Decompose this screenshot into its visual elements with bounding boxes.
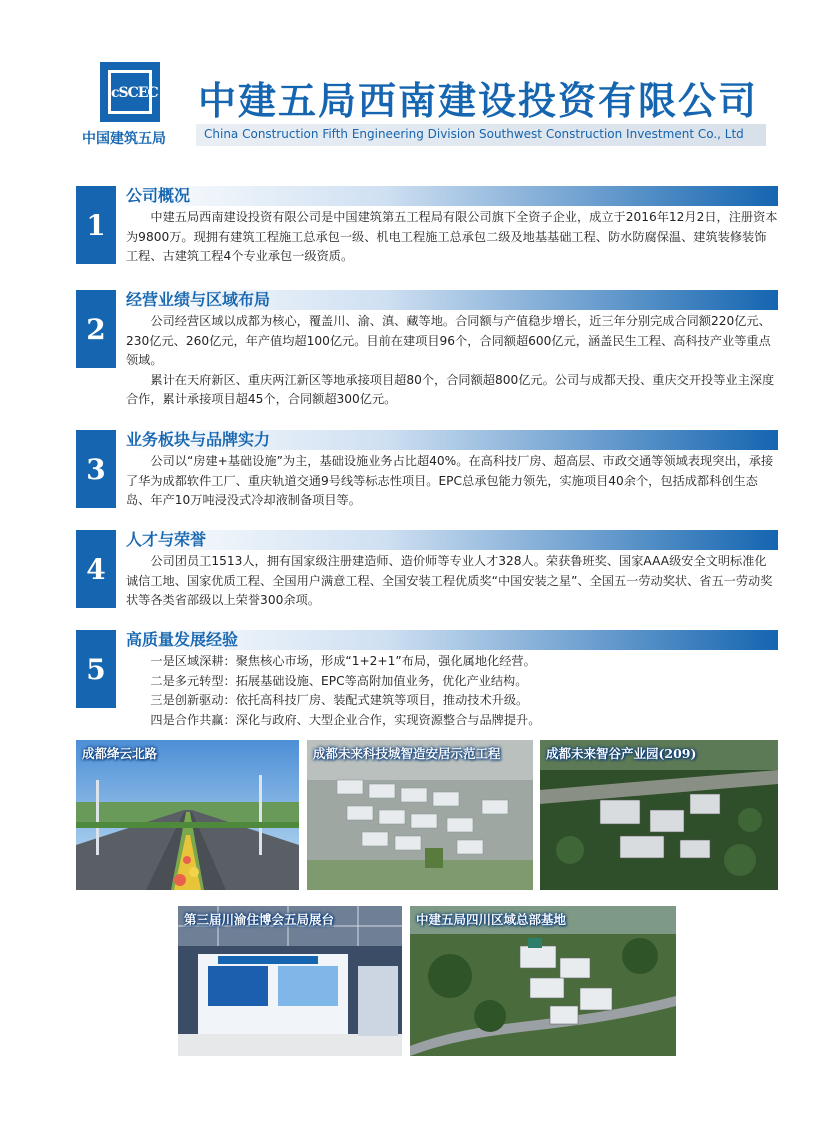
- photo-caption: 成都未来智谷产业园(209): [546, 746, 697, 761]
- logo-text: cSCEC: [111, 85, 158, 101]
- paragraph: 公司经营区域以成都为核心，覆盖川、渝、滇、藏等地。合同额与产值稳步增长，近三年分别完成合同额220亿元、230亿元、260亿元，年产值均超100亿元。目前在建项目96个，合同额超600亿元，涵盖民生工程、高科技产业等重点领域。: [126, 314, 771, 367]
- section-title-bar: [122, 630, 778, 650]
- section-performance: [76, 290, 778, 410]
- section-experience: [76, 630, 778, 730]
- section-overview: [76, 186, 778, 266]
- cscec-logo: [100, 62, 160, 122]
- photo-aerial-hq: [410, 906, 676, 1056]
- section-title-bar: [122, 530, 778, 550]
- paragraph: 二是多元转型：拓展基础设施、EPC等高附加值业务，优化产业结构。: [150, 673, 528, 688]
- section-title: 公司概况: [126, 186, 191, 205]
- photo-caption: 成都绛云北路: [82, 746, 158, 761]
- photo-road: [76, 740, 299, 890]
- photo-caption: 成都未来科技城智造安居示范工程: [313, 746, 501, 761]
- section-title-bar: [122, 290, 778, 310]
- paragraph: 中建五局西南建设投资有限公司是中国建筑第五工程局有限公司旗下全资子企业，成立于2016年12月2日，注册资本为9800万。现拥有建筑工程施工总承包一级、机电工程施工总承包二级及地基基础工程、防水防腐保温、建筑装修装饰工程、古建筑工程4个专业承包一级资质。: [126, 210, 778, 263]
- paragraph: 四是合作共赢：深化与政府、大型企业合作，实现资源整合与品牌提升。: [150, 712, 541, 727]
- section-number: 3: [76, 430, 116, 508]
- paragraph: 三是创新驱动：依托高科技厂房、装配式建筑等项目，推动技术升级。: [150, 693, 529, 707]
- section-body: [126, 312, 778, 410]
- company-name-en: China Construction Fifth Engineering Division Southwest Construction Investment Co., Ltd: [204, 127, 744, 141]
- section-title-bar: [122, 430, 778, 450]
- section-number: 1: [76, 186, 116, 264]
- company-name-en-bar: [196, 124, 766, 146]
- section-title: 人才与荣誉: [126, 530, 207, 549]
- paragraph: 公司以“房建+基础设施”为主，基础设施业务占比超40%。在高科技厂房、超高层、市政交通等领域表现突出，承接了华为成都软件工厂、重庆轨道交通9号线等标志性项目。EPC总承包能力领先，实施项目40余个，包括成都科创生态岛、年产10万吨浸没式冷却液制备项目等。: [126, 454, 774, 507]
- section-title: 经营业绩与区域布局: [126, 290, 271, 309]
- photo-expo: [178, 906, 402, 1056]
- section-business: [76, 430, 778, 510]
- section-number: 5: [76, 630, 116, 708]
- photo-aerial-grey: [307, 740, 533, 890]
- section-number: 4: [76, 530, 116, 608]
- section-number: 2: [76, 290, 116, 368]
- photo-caption: 中建五局四川区域总部基地: [416, 912, 567, 927]
- paragraph: 一是区域深耕：聚焦核心市场，形成“1+2+1”布局，强化属地化经营。: [150, 654, 536, 668]
- page-header: [0, 0, 838, 165]
- company-name-cn: 中建五局西南建设投资有限公司: [198, 78, 759, 123]
- section-body: [126, 452, 778, 511]
- paragraph: 累计在天府新区、重庆两江新区等地承接项目超80个，合同额超800亿元。公司与成都天投、重庆交开投等业主深度合作，累计承接项目超45个，合同额超300亿元。: [126, 372, 775, 406]
- section-body: [126, 652, 778, 730]
- paragraph: 公司团员工1513人，拥有国家级注册建造师、造价师等专业人才328人。荣获鲁班奖、国家AAA级安全文明标准化诚信工地、国家优质工程、全国用户满意工程、全国安装工程优质奖“中国安装之星”、全国五一劳动奖状、省五一劳动奖状等各类省部级以上荣誉300余项。: [126, 554, 773, 607]
- section-title: 高质量发展经验: [126, 630, 239, 649]
- photo-aerial-park: [540, 740, 778, 890]
- section-title-bar: [122, 186, 778, 206]
- section-body: [126, 208, 778, 267]
- section-body: [126, 552, 778, 611]
- logo-caption: 中国建筑五局: [82, 131, 166, 147]
- section-title: 业务板块与品牌实力: [126, 430, 271, 449]
- photo-caption: 第三届川渝住博会五局展台: [184, 912, 335, 927]
- section-talent: [76, 530, 778, 610]
